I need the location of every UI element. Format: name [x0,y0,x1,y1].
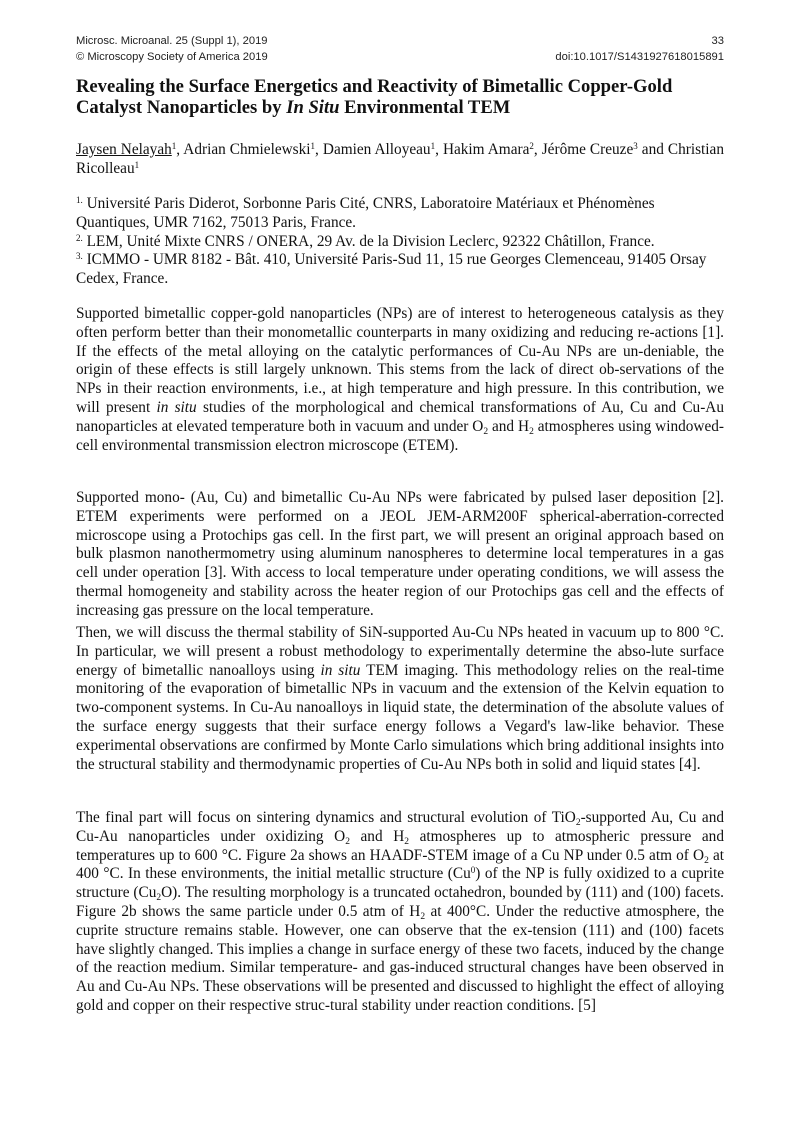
body-paragraph-2: Supported mono- (Au, Cu) and bimetallic Cu-Au NPs were fabricated by pulsed laser deposition [2]. ETEM experiments were performed on a JEOL JEM-ARM200F spherical-aberration-corrected microscope using a Protochips gas cell. In the first part, we will present an original approach based on bulk plasmon nanothermometry using aluminum nanospheres to determine local temperatures in a gas cell under operation [3]. With access to local temperature under operating conditions, we will assess the thermal homogeneity and stability across the heater region of our Protochips gas cell and the effects of increasing gas pressure on the local temperature. [76,489,724,619]
author: Adrian Chmielewski [183,141,311,158]
author: Damien Alloyeau [322,141,431,158]
body-paragraph-3: Then, we will discuss the thermal stability of SiN-supported Au-Cu NPs heated in vacuum up to 800 °C. In particular, we will present a robust methodology to experimentally determine the abso-lute surface energy of bimetallic nanoalloys using in situ TEM imaging. This methodology relies on the real-time monitoring of the evaporation of bimetallic NPs in vacuum and the extension of the Kelvin equation to two-component systems. In Cu-Au nanoalloys in liquid state, the determination of the absolute values of the surface energy suggests that their surface energy follows a Vegard's law-like behavior. These experimental observations are confirmed by Monte Carlo simulations which bring additional insights into the structural stability and thermodynamic properties of Cu-Au NPs both in solid and liquid states [4]. [76,624,725,773]
copyright-notice: © Microscopy Society of America 2019 [76,51,268,63]
paper-title: Revealing the Surface Energetics and Reactivity of Bimetallic Copper-Gold Catalyst Nanoparticles by In Situ Environmental TEM [76,76,673,118]
title-italic: In Situ [286,97,340,118]
affiliation-marker: 1 [430,141,436,151]
affiliation-2: $^{2.}$ LEM, Unité Mixte CNRS / ONERA, 29 Av. de la Division Leclerc, 92322 Châtillon, France. [76,232,655,250]
author-list: Jaysen Nelayah$^1$, Adrian Chmielewski$^1$, Damien Alloyeau$^1$, Hakim Amara$^2$, Jérôme Creuze$^3$ and Christian Ricolleau$^1$ [76,141,724,177]
page-number: 33 [711,35,724,47]
doi-link[interactable]: doi:10.1017/S1431927618015891 [555,51,724,63]
journal-citation: Microsc. Microanal. 25 (Suppl 1), 2019 [76,35,268,47]
affiliation-marker: 2 [529,141,534,151]
body-paragraph-1: Supported bimetallic copper-gold nanoparticles (NPs) are of interest to heterogeneous catalysis as they often perform better than their monometallic counterparts in many oxidizing and reducing re-actions [1]. If the effects of the metal alloying on the catalytic performances of Cu-Au NPs are un-deniable, the origin of these effects is still largely unknown. This stems from the lack of direct ob-servations of the NPs in their reaction environments, i.e., at high temperature and high pressure. In this contribution, we will present in situ studies of the morphological and chemical transformations of Au, Cu and Cu-Au nanoparticles at elevated temperature both in vacuum and under $O_2$ and $H_2$ atmospheres using windowed-cell environmental transmission electron microscope (ETEM). [76,305,724,454]
affiliation-marker: 1 [134,159,140,170]
affiliation-1: $^{1.}$ Université Paris Diderot, Sorbonne Paris Cité, CNRS, Laboratoire Matériaux et Phénomènes Quantiques, UMR 7162, 75013 Paris, France. [76,195,655,231]
running-header [76,33,724,65]
affiliation-marker: 1 [310,141,316,151]
affiliation-3: $^{3.}$ ICMMO - UMR 8182 - Bât. 410, Université Paris-Sud 11, 15 rue Georges Clemenceau, 91405 Orsay Cedex, France. [76,251,707,288]
author: Hakim Amara [442,141,530,158]
author: Jérôme Creuze [541,141,634,158]
body-paragraph-4: The final part will focus on sintering dynamics and structural evolution of TiO$_2$-supported Au, Cu and Cu-Au nanoparticles under oxidizing $O_2$ and $H_2$ atmospheres up to atmospheric pressure and temperatures up to 600 °C. Figure 2a shows an HAADF-STEM image of a Cu NP under 0.5 atm of $O_2$ at 400 °C. In these environments, the initial metallic structure (Cu$^0$) of the NP is fully oxidized to a cuprite structure $(Cu_2O)$. The resulting morphology is a truncated octahedron, bounded by (111) and (100) facets. Figure 2b shows the same particle under 0.5 atm of $H_2$ at 400°C. Under the reductive atmosphere, the cuprite structure remains stable. However, one can observe that the ex-tension (111) and (100) facets have slightly changed. This implies a change in surface energy of these two facets, induced by the change of the reaction medium. Similar temperature- and gas-induced structural changes have been observed in Au and Cu-Au NPs. These observations will be presented and discussed to highlight the effect of alloying gold and copper on their respective struc-tural stability under reaction conditions. [5] [76,809,725,1014]
author: Christian Ricolleau [76,141,724,177]
affiliation-marker: 3 [633,141,638,151]
affiliation-marker: 1 [171,141,177,151]
author-presenting: Jaysen Nelayah [76,141,172,158]
affiliation-list [76,195,724,289]
